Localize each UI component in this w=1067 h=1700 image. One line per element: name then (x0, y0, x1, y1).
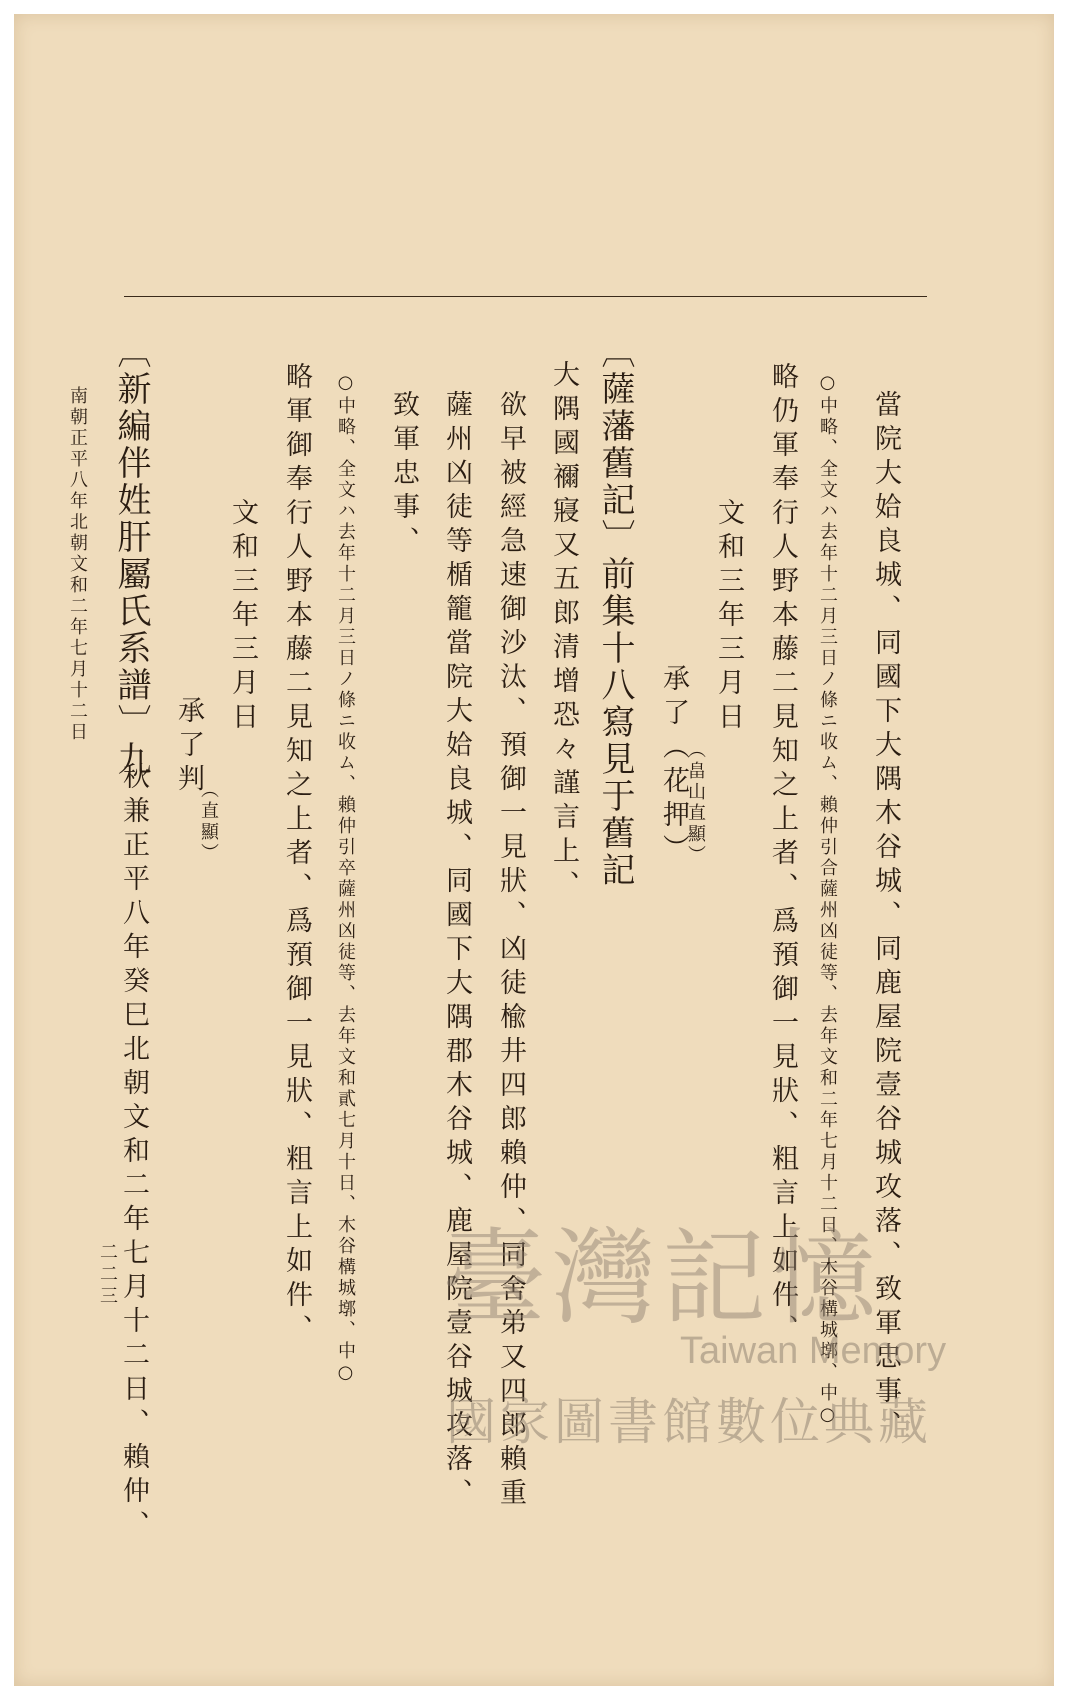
page-number: 二二三 (97, 1242, 118, 1308)
watermark-library: 國家圖書館數位典藏 (446, 1393, 932, 1451)
text-column: ○中略、全文ハ去年十二月三日ノ條ニ收ム、賴仲引合薩州凶徒等、去年文和二年七月十二日、木谷構城墎、中○ (817, 372, 838, 1428)
text-column: （直顯） (198, 780, 219, 864)
text-column: ○中略、全文ハ去年十二月三日ノ條ニ收ム、賴仲引卒薩州凶徒等、去年文和貳七月十日、木谷構城墎、中○ (335, 372, 356, 1386)
watermark-chinese: 臺灣記憶 (442, 1217, 883, 1339)
text-column: 略軍御奉行人野本藤二見知之上者、爲預御一見狀、粗言上如件、 (281, 362, 312, 1348)
text-column: 文和三年三月日 (713, 498, 744, 736)
text-column: （畠山直顯） (685, 740, 706, 866)
text-column: 承了判 (173, 696, 204, 798)
document-page (14, 14, 1054, 1686)
text-column: 當院大姶良城、同國下大隅木谷城、同鹿屋院壹谷城攻落、致軍忠事、 (870, 390, 901, 1444)
text-column: 致軍忠事、 (388, 390, 419, 560)
text-column: 大隅國禰寢又五郎清增恐々謹言上、 (548, 360, 579, 904)
text-column: 承了（花押） (658, 664, 689, 868)
text-column: 〔薩藩舊記〕前集十八寫見于舊記 (595, 334, 635, 889)
text-column: 略仍軍奉行人野本藤二見知之上者、爲預御一見狀、粗言上如件、 (767, 362, 798, 1348)
watermark-english: Taiwan Memory (680, 1330, 947, 1372)
header-rule (124, 296, 927, 297)
text-column: 〔新編伴姓肝屬氏系譜〕九 (111, 334, 151, 778)
text-column: 秋兼正平八年癸巳北朝文和二年七月十二日、賴仲、 (118, 762, 149, 1544)
text-column: 欲早被經急速御沙汰、預御一見狀、凶徒楡井四郎賴仲、同舍弟又四郎賴重 (495, 390, 526, 1512)
text-column: 南朝正平八年北朝文和二年七月十二日 (67, 386, 88, 743)
text-column: 薩州凶徒等楯籠當院大姶良城、同國下大隅郡木谷城、鹿屋院壹谷城攻落、 (441, 390, 472, 1512)
text-column: 文和三年三月日 (227, 498, 258, 736)
